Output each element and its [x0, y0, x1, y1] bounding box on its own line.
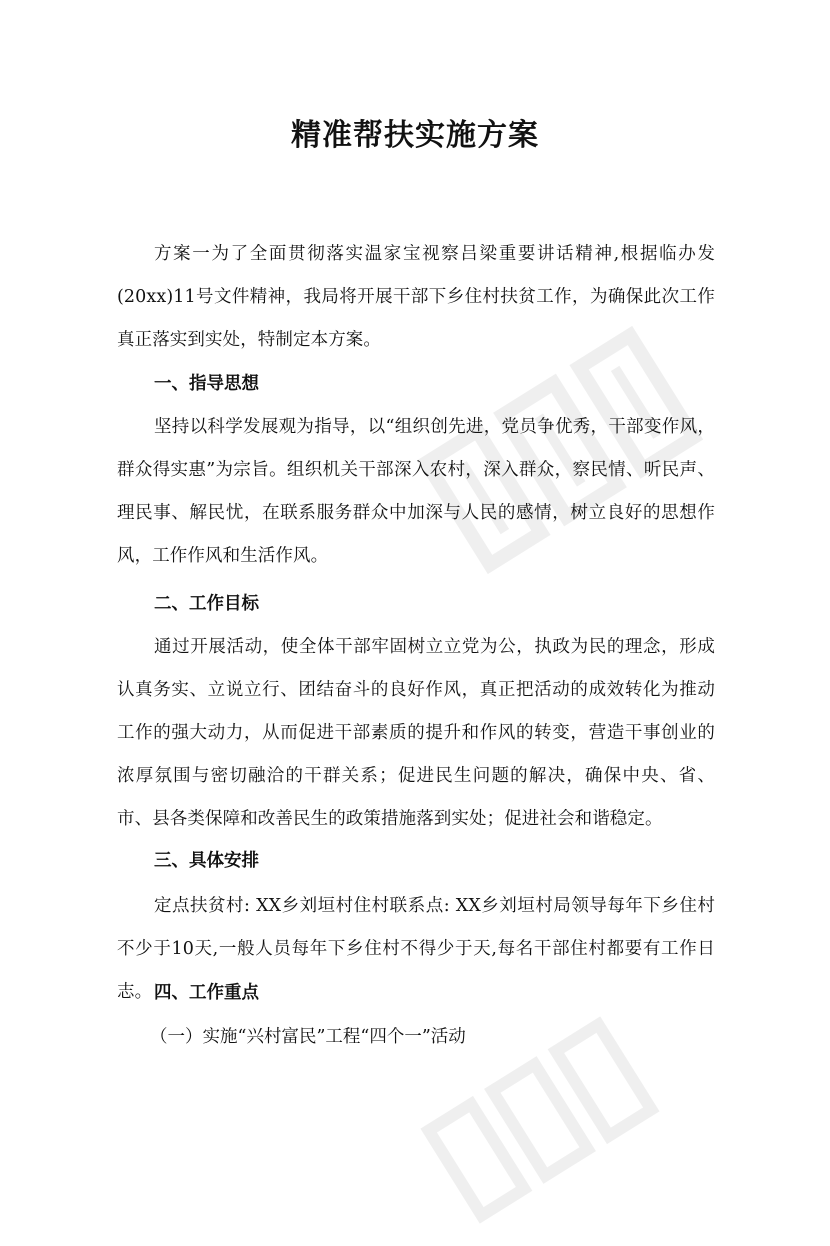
intro-paragraph: 方案一为了全面贯彻落实温家宝视察吕梁重要讲话精神,根据临办发(20xx)11号文件精神，我局将开展干部下乡住村扶贫工作，为确保此次工作真正落实到实处，特制定本方案。 [117, 244, 715, 350]
section-text-1: 坚持以科学发展观为指导，以“组织创先进，党员争优秀，干部变作风，群众得实惠”为宗旨。组织机关干部深入农村，深入群众，察民情、听民声、理民事、解民忧，在联系服务群众中加深与人民的感情，树立良好的思想作风，工作作风和生活作风。 [117, 417, 715, 566]
section-heading-2: 二、工作目标 [154, 594, 259, 614]
document-title: 精准帮扶实施方案 [291, 118, 539, 153]
section-heading-4: 四、工作重点 [154, 983, 259, 1003]
section-subheading-4-1: （一）实施“兴村富民”工程“四个一”活动 [150, 1027, 466, 1047]
section-heading-1: 一、指导思想 [154, 374, 259, 394]
section-text-3: 定点扶贫村: XX乡刘垣村住村联系点: XX乡刘垣村局领导每年下乡住村不少于10天,一般人员每年下乡住村不得少于天,每名干部住村都要有工作日志。 [117, 896, 715, 1002]
section-text-2: 通过开展活动，使全体干部牢固树立立党为公，执政为民的理念，形成认真务实、立说立行、团结奋斗的良好作风，真正把活动的成效转化为推动工作的强大动力，从而促进干部素质的提升和作风的转变，营造干事创业的浓厚氛围与密切融洽的干群关系；促进民生问题的解决，确保中央、省、市、县各类保障和改善民生的政策措施落到实处；促进社会和谐稳定。 [117, 637, 715, 829]
section-heading-3: 三、具体安排 [154, 851, 259, 871]
